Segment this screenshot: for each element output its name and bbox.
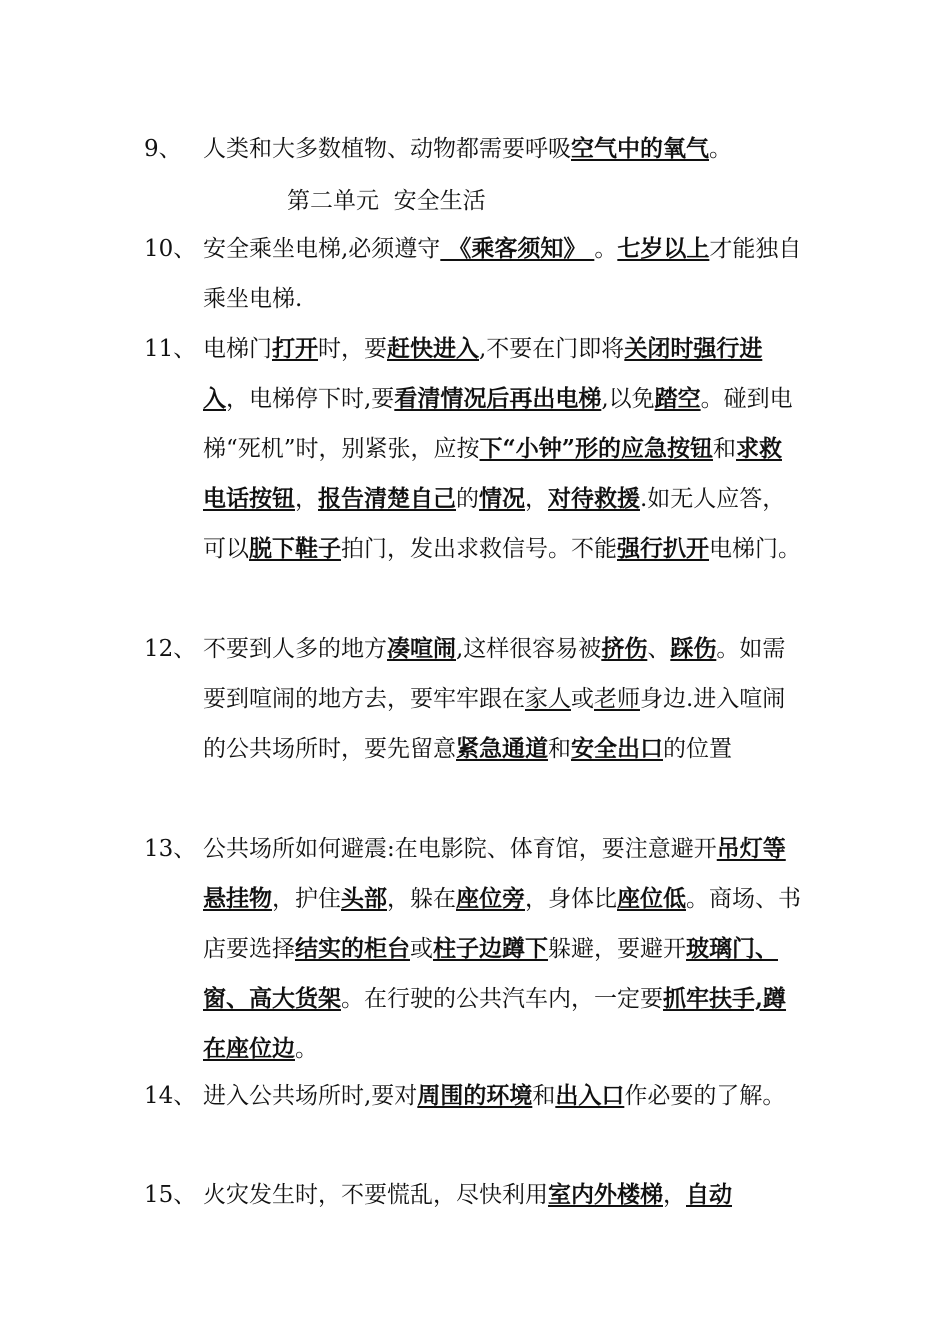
key-term: 踩伤 (670, 635, 717, 662)
key-term: 座位低 (617, 885, 686, 912)
item-number: 9、 (144, 136, 182, 162)
key-term: 看清情况后再出电梯 (394, 385, 602, 412)
text-run: .如无人应答，可以 (203, 486, 786, 562)
item-number: 10、 (144, 236, 197, 262)
key-term: 强行扒开 (617, 535, 709, 562)
item-text (203, 824, 803, 1074)
text-run: ， (295, 486, 318, 512)
key-term: 柱子边蹲下 (433, 935, 548, 962)
text-run: 才能独自乘坐电梯. (203, 236, 802, 312)
text-run: 的位置 (663, 736, 732, 762)
key-term: 对待救援 (548, 485, 640, 512)
text-run: 和 (532, 1083, 556, 1109)
key-term: 下“小钟”形的应急按钮 (479, 435, 713, 462)
key-term: 玻璃门、窗、高大货架 (203, 935, 778, 1012)
text-run: 电梯门 (203, 336, 272, 362)
text-run: ，电梯停下时,要 (226, 386, 395, 412)
text-run: 和 (713, 436, 736, 462)
item-number: 11、 (144, 336, 197, 362)
underlined-term: 老师 (594, 686, 640, 712)
item-number: 14、 (144, 1083, 197, 1109)
key-term: 脱下鞋子 (249, 535, 341, 562)
text-run: 电梯门。 (709, 536, 801, 562)
text-run: 。碰到电梯“死机”时，别紧张，应按 (203, 386, 793, 462)
item-text (203, 224, 803, 324)
text-run: 作必要的了解。 (624, 1083, 786, 1109)
item-number: 15、 (144, 1182, 197, 1208)
key-term: 座位旁 (456, 885, 525, 912)
text-run: 进入公共场所时,要对 (203, 1083, 418, 1109)
key-term: 吊灯等悬挂物 (203, 835, 786, 912)
text-run: 时，要 (318, 336, 387, 362)
item-number: 13、 (144, 836, 197, 862)
item-text (203, 124, 803, 174)
text-run: 火灾发生时，不要慌乱，尽快利用 (203, 1182, 548, 1208)
text-run: 和 (548, 736, 571, 762)
text-run: ,这样很容易被 (456, 636, 602, 662)
key-term: 挤伤 (601, 635, 648, 662)
key-term: 头部 (341, 885, 387, 912)
key-term: 踏空 (654, 385, 701, 412)
item-text (203, 1071, 803, 1121)
item-text (203, 1170, 803, 1220)
key-term: 紧急通道 (456, 735, 548, 762)
item-text (203, 324, 803, 574)
key-term: 空气中的氧气 (571, 135, 709, 162)
text-run: ， (663, 1182, 686, 1208)
key-term: 报告清楚自己 (318, 485, 456, 512)
key-term: 室内外楼梯 (548, 1181, 663, 1208)
key-term: 情况 (479, 485, 525, 512)
text-run: 躲避，要避开 (548, 936, 686, 962)
text-run: ，护住 (272, 886, 341, 912)
text-run: 。如需要到喧闹的地方去，要牢牢跟在 (203, 636, 786, 712)
text-run: 的 (456, 486, 479, 512)
text-run: 。 (295, 1036, 318, 1062)
key-term: 自动 (686, 1181, 732, 1208)
key-term: 结实的柜台 (295, 935, 410, 962)
key-term: 打开 (272, 335, 318, 362)
key-term: 出入口 (555, 1082, 625, 1109)
text-run: 安全乘坐电梯,必须遵守 (203, 236, 441, 262)
text-run: 人类和大多数植物、动物都需要呼吸 (203, 136, 571, 162)
text-run: 不要到人多的地方 (203, 636, 387, 662)
text-run: 。商场、书店要选择 (203, 886, 801, 962)
text-run: ，躲在 (387, 886, 456, 912)
text-run: 、 (647, 636, 671, 662)
text-run: 。 (709, 136, 732, 162)
text-run: 。 (594, 236, 618, 262)
key-term: 赶快进入 (387, 335, 479, 362)
key-term: 七岁以上 (617, 235, 710, 262)
key-term: 抓牢扶手,蹲在座位边 (203, 985, 787, 1062)
section-heading: 第二单元 安全生活 (287, 188, 486, 214)
text-run: 拍门，发出求救信号。不能 (341, 536, 617, 562)
text-run: 公共场所如何避震:在电影院、体育馆，要注意避开 (203, 836, 717, 862)
key-term: 《乘客须知》 (440, 235, 595, 262)
key-term: 求救电话按钮 (203, 435, 782, 512)
key-term: 凑喧闹 (387, 635, 456, 662)
text-run: ,以免 (601, 386, 655, 412)
text-run: 或 (571, 686, 594, 712)
text-run: ，身体比 (525, 886, 617, 912)
text-run: ,不要在门即将 (479, 336, 625, 362)
item-number: 12、 (144, 636, 197, 662)
key-term: 周围的环境 (417, 1082, 533, 1109)
item-text (203, 624, 803, 774)
underlined-term: 家人 (525, 686, 571, 712)
text-run: ， (525, 486, 548, 512)
text-run: 身边.进入喧闹的公共场所时，要先留意 (203, 686, 786, 762)
text-run: 。在行驶的公共汽车内，一定要 (341, 986, 663, 1012)
key-term: 安全出口 (571, 735, 663, 762)
key-term: 关闭时强行进入 (203, 335, 763, 412)
text-run: 或 (410, 936, 433, 962)
